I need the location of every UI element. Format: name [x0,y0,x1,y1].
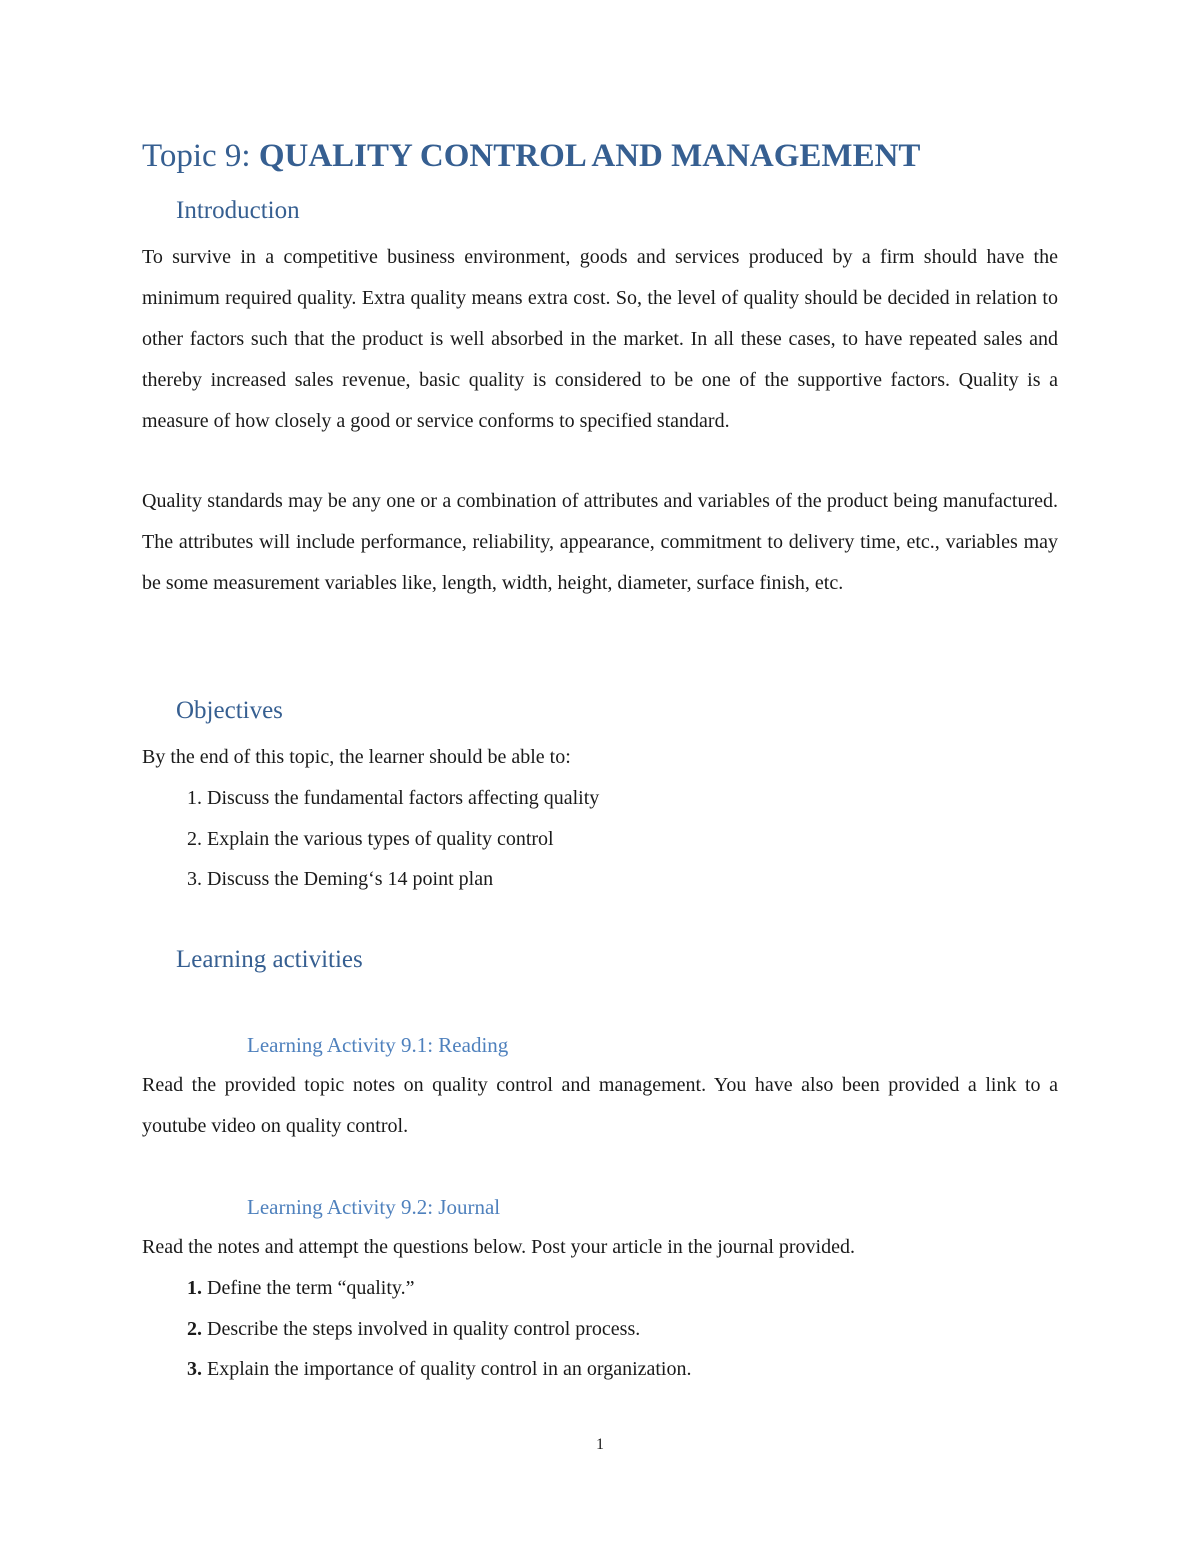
learning-activities-heading: Learning activities [176,946,363,973]
introduction-heading: Introduction [176,197,300,224]
objectives-intro: By the end of this topic, the learner should be able to: [142,746,571,768]
introduction-paragraph-1: To survive in a competitive business environment, goods and services produced by a firm should have the minimum required quality. Extra quality means extra cost. So, the level of quality should be decided in relation to other factors such that the product is well absorbed in the market. In all these cases, to have repeated sales and thereby increased sales revenue, basic quality is considered to be one of the supportive factors. Quality is a measure of how closely a good or service conforms to specified standard. [142,246,1058,432]
title-prefix: Topic 9: [142,138,259,174]
objective-item: 2. Explain the various types of quality control [187,828,554,850]
objective-item: 3. Discuss the Deming‘s 14 point plan [187,868,494,890]
journal-question: 3. Explain the importance of quality control in an organization. [187,1358,692,1380]
title-main: QUALITY CONTROL AND MANAGEMENT [258,138,921,174]
activity-9-2-intro: Read the notes and attempt the questions below. Post your article in the journal provided. [142,1236,855,1258]
objective-item: 1. Discuss the fundamental factors affecting quality [187,787,600,809]
activity-9-1-text: Read the provided topic notes on quality control and management. You have also been provided a link to a youtube video on quality control. [142,1074,1058,1137]
journal-question: 1. Define the term “quality.” [187,1277,415,1299]
introduction-paragraph-2: Quality standards may be any one or a combination of attributes and variables of the product being manufactured. The attributes will include performance, reliability, appearance, commitment to delivery time, etc., variables may be some measurement variables like, length, width, height, diameter, surface finish, etc. [142,490,1058,594]
activity-9-2-heading: Learning Activity 9.2: Journal [247,1195,501,1219]
activity-9-1-heading: Learning Activity 9.1: Reading [247,1033,509,1057]
journal-question: 2. Describe the steps involved in quality control process. [187,1318,641,1340]
objectives-heading: Objectives [176,697,283,724]
page-title [142,138,920,175]
page-number: 1 [596,1436,604,1453]
